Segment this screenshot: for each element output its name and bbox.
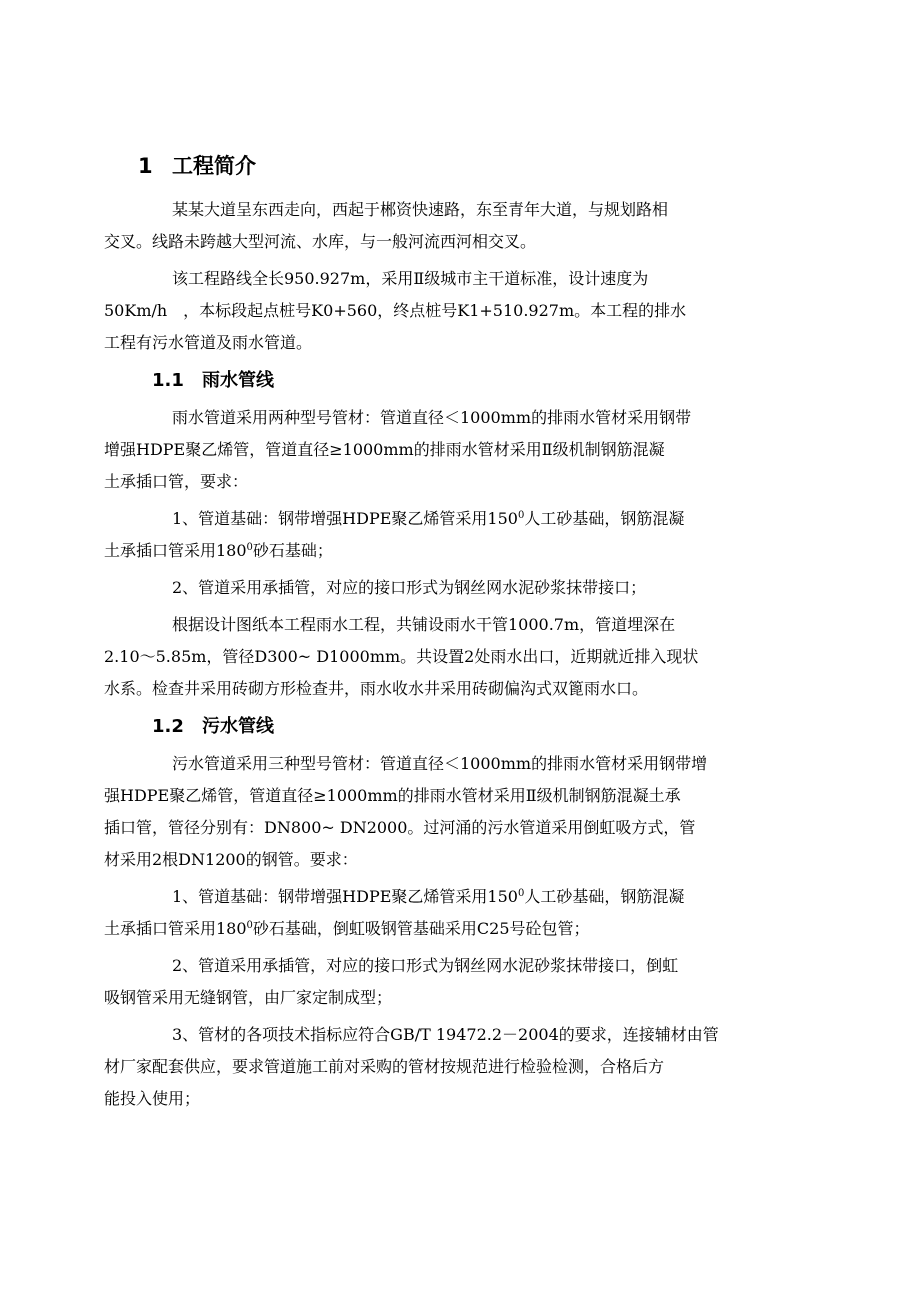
- text-line: 根据设计图纸本工程雨水工程，共铺设雨水干管1000.7m，管道埋深在: [172, 615, 676, 634]
- text-line: [104, 535, 798, 567]
- paragraph: [138, 572, 798, 604]
- text-line: 雨水管道采用两种型号管材：管道直径＜1000mm的排雨水管材采用钢带: [172, 408, 692, 427]
- section-heading-1-1: [138, 364, 798, 402]
- text-line: 吸钢管采用无缝钢管，由厂家定制成型；: [104, 988, 393, 1007]
- paragraph: [104, 881, 798, 945]
- text-line: 能投入使用；: [104, 1089, 201, 1108]
- text-line: 该工程路线全长950.927m，采用Ⅱ级城市主干道标准，设计速度为: [172, 269, 649, 288]
- paragraph: [104, 609, 798, 705]
- paragraph: [104, 950, 798, 1014]
- paragraph: [104, 1019, 798, 1115]
- text-line: 交叉。线路未跨越大型河流、水库，与一般河流西河相交叉。: [104, 232, 537, 251]
- section-heading-1-2: [138, 710, 798, 748]
- text-line: 50Km/h ，本标段起点桩号K0+560，终点桩号K1+510.927m。本工程的排水: [104, 301, 687, 320]
- superscript: 0: [517, 510, 525, 521]
- section-number: 1.1: [152, 370, 184, 391]
- text-segment: 土承插口管采用180: [104, 919, 247, 938]
- text-segment: 砂石基础，倒虹吸钢管基础采用C25号砼包管；: [252, 919, 590, 938]
- text-segment: 土承插口管采用180: [104, 541, 247, 560]
- text-line: 3、管材的各项技术指标应符合GB/T 19472.2－2004的要求，连接辅材由管: [172, 1025, 719, 1044]
- text-line: [138, 503, 798, 535]
- section-title: 污水管线: [202, 716, 274, 737]
- text-line: 2、管道采用承插管，对应的接口形式为钢丝网水泥砂浆抹带接口，倒虹: [172, 956, 679, 975]
- text-line: 材厂家配套供应，要求管道施工前对采购的管材按规范进行检验检测，合格后方: [104, 1057, 665, 1076]
- section-number: 1.2: [152, 716, 184, 737]
- text-segment: 人工砂基础，钢筋混凝: [524, 887, 685, 906]
- superscript: 0: [246, 920, 253, 931]
- paragraph: [104, 402, 798, 498]
- text-line: 插口管，管径分别有：DN800~ DN2000。过河涌的污水管道采用倒虹吸方式，管: [104, 818, 696, 837]
- text-segment: 砂石基础；: [252, 541, 333, 560]
- text-line: 强HDPE聚乙烯管，管道直径≥1000mm的排雨水管材采用Ⅱ级机制钢筋混凝土承: [104, 786, 681, 805]
- document-page: [104, 152, 798, 1120]
- text-line: 2.10～5.85m，管径D300~ D1000mm。共设置2处雨水出口，近期就近排入现状: [104, 647, 699, 666]
- paragraph: [104, 748, 798, 876]
- superscript: 0: [517, 888, 525, 899]
- text-line: 污水管道采用三种型号管材：管道直径＜1000mm的排雨水管材采用钢带增: [172, 754, 708, 773]
- text-line: 工程有污水管道及雨水管道。: [104, 333, 313, 352]
- paragraph: [104, 503, 798, 567]
- paragraph: [104, 263, 798, 359]
- text-line: 土承插口管，要求：: [104, 472, 249, 491]
- text-line: 2、管道采用承插管，对应的接口形式为钢丝网水泥砂浆抹带接口；: [172, 578, 647, 597]
- section-number: 1: [138, 154, 153, 178]
- text-line: 材采用2根DN1200的钢管。要求：: [104, 850, 358, 869]
- superscript: 0: [246, 542, 253, 553]
- text-line: [138, 881, 798, 913]
- paragraph: [104, 194, 798, 258]
- text-segment: 人工砂基础，钢筋混凝: [524, 509, 685, 528]
- section-title: 工程简介: [172, 154, 256, 178]
- section-heading-1: [138, 152, 798, 188]
- section-title: 雨水管线: [202, 370, 274, 391]
- text-line: 某某大道呈东西走向，西起于郴资快速路，东至青年大道，与规划路相: [172, 200, 669, 219]
- text-line: 增强HDPE聚乙烯管，管道直径≥1000mm的排雨水管材采用Ⅱ级机制钢筋混凝: [104, 440, 665, 459]
- text-segment: 1、管道基础：钢带增强HDPE聚乙烯管采用150: [172, 509, 518, 528]
- text-line: 水系。检查井采用砖砌方形检查井，雨水收水井采用砖砌偏沟式双篦雨水口。: [104, 679, 649, 698]
- text-segment: 1、管道基础：钢带增强HDPE聚乙烯管采用150: [172, 887, 518, 906]
- text-line: [104, 913, 798, 945]
